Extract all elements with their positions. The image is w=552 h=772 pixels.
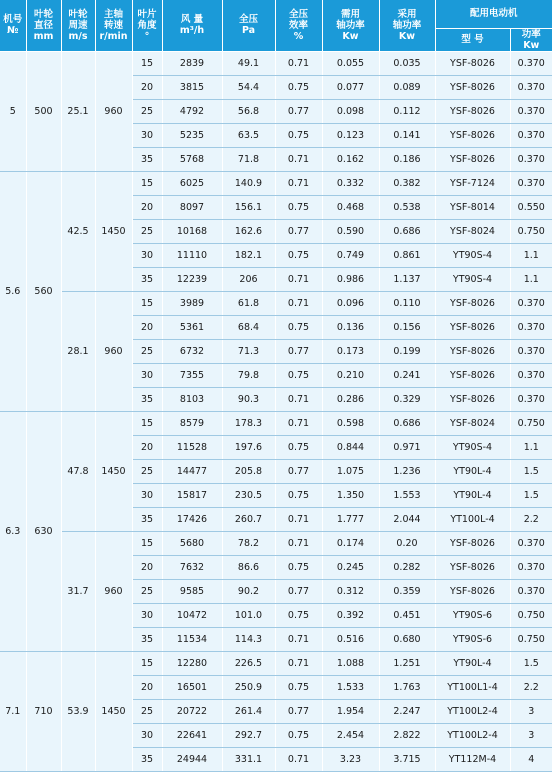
efficiency-cell: 0.75 — [275, 195, 322, 219]
used-power-cell: 0.141 — [379, 123, 435, 147]
airflow-cell: 3989 — [162, 291, 222, 315]
motor-power-cell: 3 — [510, 723, 552, 747]
blade-angle-cell: 25 — [132, 579, 162, 603]
required-power-cell: 0.162 — [322, 147, 379, 171]
tip-speed-cell: 53.9 — [61, 651, 95, 771]
required-power-cell: 0.077 — [322, 75, 379, 99]
airflow-cell: 22641 — [162, 723, 222, 747]
motor-power-cell: 2.2 — [510, 507, 552, 531]
motor-model-cell: YSF-8014 — [435, 195, 510, 219]
motor-model-cell: YT90L-4 — [435, 483, 510, 507]
airflow-cell: 8103 — [162, 387, 222, 411]
blade-angle-cell: 35 — [132, 267, 162, 291]
blade-angle-cell: 30 — [132, 483, 162, 507]
used-power-cell: 0.110 — [379, 291, 435, 315]
motor-power-cell: 0.370 — [510, 531, 552, 555]
diameter-cell: 630 — [26, 411, 61, 651]
efficiency-cell: 0.71 — [275, 147, 322, 171]
required-power-cell: 1.350 — [322, 483, 379, 507]
spindle-speed-cell: 1450 — [95, 411, 132, 531]
blade-angle-cell: 15 — [132, 171, 162, 195]
machine-no-cell: 5 — [0, 51, 26, 171]
table-row — [0, 171, 552, 195]
efficiency-cell: 0.75 — [275, 483, 322, 507]
efficiency-cell: 0.71 — [275, 627, 322, 651]
required-power-cell: 0.590 — [322, 219, 379, 243]
motor-power-cell: 1.1 — [510, 267, 552, 291]
efficiency-cell: 0.77 — [275, 699, 322, 723]
blade-angle-cell: 30 — [132, 603, 162, 627]
blade-angle-cell: 20 — [132, 195, 162, 219]
motor-power-cell: 0.370 — [510, 315, 552, 339]
motor-power-cell: 0.550 — [510, 195, 552, 219]
efficiency-cell: 0.71 — [275, 51, 322, 75]
motor-model-cell: YT100L2-4 — [435, 723, 510, 747]
required-power-cell: 0.123 — [322, 123, 379, 147]
motor-model-cell: YT100L1-4 — [435, 675, 510, 699]
pressure-cell: 61.8 — [222, 291, 275, 315]
blade-angle-cell: 20 — [132, 675, 162, 699]
diameter-cell: 560 — [26, 171, 61, 411]
airflow-cell: 10472 — [162, 603, 222, 627]
header-efficiency: 全压 效率 % — [275, 0, 322, 51]
efficiency-cell: 0.75 — [275, 435, 322, 459]
airflow-cell: 8097 — [162, 195, 222, 219]
used-power-cell: 0.538 — [379, 195, 435, 219]
motor-power-cell: 0.370 — [510, 555, 552, 579]
diameter-cell: 500 — [26, 51, 61, 171]
efficiency-cell: 0.75 — [275, 723, 322, 747]
airflow-cell: 5361 — [162, 315, 222, 339]
airflow-cell: 20722 — [162, 699, 222, 723]
blade-angle-cell: 35 — [132, 147, 162, 171]
motor-model-cell: YT90L-4 — [435, 459, 510, 483]
motor-model-cell: YSF-8026 — [435, 579, 510, 603]
pressure-cell: 226.5 — [222, 651, 275, 675]
pressure-cell: 68.4 — [222, 315, 275, 339]
motor-power-cell: 0.370 — [510, 147, 552, 171]
motor-power-cell: 0.750 — [510, 411, 552, 435]
used-power-cell: 0.112 — [379, 99, 435, 123]
tip-speed-cell: 42.5 — [61, 171, 95, 291]
efficiency-cell: 0.77 — [275, 459, 322, 483]
used-power-cell: 1.236 — [379, 459, 435, 483]
airflow-cell: 9585 — [162, 579, 222, 603]
blade-angle-cell: 25 — [132, 459, 162, 483]
airflow-cell: 15817 — [162, 483, 222, 507]
pressure-cell: 79.8 — [222, 363, 275, 387]
blade-angle-cell: 20 — [132, 75, 162, 99]
airflow-cell: 14477 — [162, 459, 222, 483]
spindle-speed-cell: 960 — [95, 51, 132, 171]
motor-power-cell: 3 — [510, 699, 552, 723]
motor-model-cell: YSF-8026 — [435, 387, 510, 411]
blade-angle-cell: 15 — [132, 651, 162, 675]
motor-model-cell: YSF-8026 — [435, 123, 510, 147]
used-power-cell: 0.035 — [379, 51, 435, 75]
blade-angle-cell: 25 — [132, 699, 162, 723]
blade-angle-cell: 30 — [132, 723, 162, 747]
efficiency-cell: 0.75 — [275, 363, 322, 387]
header-total-pressure: 全压 Pa — [222, 0, 275, 51]
used-power-cell: 0.382 — [379, 171, 435, 195]
header-machine-no: 机号 № — [0, 0, 26, 51]
efficiency-cell: 0.71 — [275, 747, 322, 771]
header-spindle-speed: 主轴 转速 r/min — [95, 0, 132, 51]
required-power-cell: 0.210 — [322, 363, 379, 387]
header-impeller-diameter: 叶轮 直径 mm — [26, 0, 61, 51]
motor-model-cell: YSF-8026 — [435, 315, 510, 339]
pressure-cell: 206 — [222, 267, 275, 291]
blade-angle-cell: 35 — [132, 387, 162, 411]
blade-angle-cell: 35 — [132, 627, 162, 651]
blade-angle-cell: 35 — [132, 507, 162, 531]
airflow-cell: 5768 — [162, 147, 222, 171]
pressure-cell: 260.7 — [222, 507, 275, 531]
blade-angle-cell: 20 — [132, 435, 162, 459]
required-power-cell: 0.749 — [322, 243, 379, 267]
used-power-cell: 0.241 — [379, 363, 435, 387]
blade-angle-cell: 15 — [132, 411, 162, 435]
efficiency-cell: 0.75 — [275, 603, 322, 627]
motor-model-cell: YT100L2-4 — [435, 699, 510, 723]
required-power-cell: 0.312 — [322, 579, 379, 603]
efficiency-cell: 0.75 — [275, 243, 322, 267]
required-power-cell: 0.286 — [322, 387, 379, 411]
motor-model-cell: YSF-8026 — [435, 531, 510, 555]
header-motor-group: 配用电动机 — [435, 0, 552, 28]
required-power-cell: 0.392 — [322, 603, 379, 627]
used-power-cell: 2.247 — [379, 699, 435, 723]
motor-model-cell: YT90S-4 — [435, 267, 510, 291]
header-required-power: 需用 轴功率 Kw — [322, 0, 379, 51]
header-tip-speed: 叶轮 周速 m/s — [61, 0, 95, 51]
pressure-cell: 205.8 — [222, 459, 275, 483]
table-body — [0, 51, 552, 771]
motor-model-cell: YT112M-4 — [435, 747, 510, 771]
pressure-cell: 292.7 — [222, 723, 275, 747]
efficiency-cell: 0.75 — [275, 75, 322, 99]
table-row — [0, 291, 552, 315]
pressure-cell: 250.9 — [222, 675, 275, 699]
blade-angle-cell: 30 — [132, 123, 162, 147]
airflow-cell: 12239 — [162, 267, 222, 291]
header-used-power: 采用 轴功率 Kw — [379, 0, 435, 51]
motor-model-cell: YSF-8026 — [435, 147, 510, 171]
pressure-cell: 90.3 — [222, 387, 275, 411]
efficiency-cell: 0.75 — [275, 675, 322, 699]
motor-power-cell: 1.5 — [510, 651, 552, 675]
motor-power-cell: 0.370 — [510, 291, 552, 315]
required-power-cell: 1.954 — [322, 699, 379, 723]
pressure-cell: 178.3 — [222, 411, 275, 435]
blade-angle-cell: 25 — [132, 99, 162, 123]
machine-no-cell: 5.6 — [0, 171, 26, 411]
required-power-cell: 0.245 — [322, 555, 379, 579]
efficiency-cell: 0.75 — [275, 315, 322, 339]
required-power-cell: 0.173 — [322, 339, 379, 363]
efficiency-cell: 0.75 — [275, 123, 322, 147]
pressure-cell: 63.5 — [222, 123, 275, 147]
efficiency-cell: 0.71 — [275, 531, 322, 555]
efficiency-cell: 0.71 — [275, 387, 322, 411]
used-power-cell: 0.282 — [379, 555, 435, 579]
motor-power-cell: 0.370 — [510, 339, 552, 363]
motor-model-cell: YT90S-6 — [435, 627, 510, 651]
required-power-cell: 0.136 — [322, 315, 379, 339]
used-power-cell: 1.137 — [379, 267, 435, 291]
tip-speed-cell: 25.1 — [61, 51, 95, 171]
pressure-cell: 182.1 — [222, 243, 275, 267]
used-power-cell: 2.044 — [379, 507, 435, 531]
efficiency-cell: 0.75 — [275, 555, 322, 579]
airflow-cell: 7355 — [162, 363, 222, 387]
airflow-cell: 8579 — [162, 411, 222, 435]
blade-angle-cell: 25 — [132, 219, 162, 243]
pressure-cell: 331.1 — [222, 747, 275, 771]
efficiency-cell: 0.71 — [275, 411, 322, 435]
required-power-cell: 0.986 — [322, 267, 379, 291]
pressure-cell: 54.4 — [222, 75, 275, 99]
motor-power-cell: 0.750 — [510, 627, 552, 651]
pressure-cell: 197.6 — [222, 435, 275, 459]
required-power-cell: 1.088 — [322, 651, 379, 675]
motor-power-cell: 0.370 — [510, 579, 552, 603]
table-row — [0, 531, 552, 555]
motor-power-cell: 0.750 — [510, 603, 552, 627]
tip-speed-cell: 28.1 — [61, 291, 95, 411]
efficiency-cell: 0.71 — [275, 651, 322, 675]
motor-model-cell: YSF-8026 — [435, 99, 510, 123]
efficiency-cell: 0.71 — [275, 291, 322, 315]
efficiency-cell: 0.77 — [275, 219, 322, 243]
airflow-cell: 11534 — [162, 627, 222, 651]
efficiency-cell: 0.77 — [275, 99, 322, 123]
used-power-cell: 0.199 — [379, 339, 435, 363]
used-power-cell: 0.20 — [379, 531, 435, 555]
airflow-cell: 12280 — [162, 651, 222, 675]
spindle-speed-cell: 1450 — [95, 171, 132, 291]
motor-model-cell: YT90L-4 — [435, 651, 510, 675]
airflow-cell: 11110 — [162, 243, 222, 267]
required-power-cell: 3.23 — [322, 747, 379, 771]
pressure-cell: 162.6 — [222, 219, 275, 243]
pressure-cell: 71.3 — [222, 339, 275, 363]
motor-power-cell: 0.370 — [510, 51, 552, 75]
blade-angle-cell: 15 — [132, 291, 162, 315]
airflow-cell: 17426 — [162, 507, 222, 531]
airflow-cell: 11528 — [162, 435, 222, 459]
table-row — [0, 411, 552, 435]
motor-power-cell: 1.1 — [510, 435, 552, 459]
motor-model-cell: YSF-8026 — [435, 339, 510, 363]
used-power-cell: 0.686 — [379, 411, 435, 435]
motor-power-cell: 0.370 — [510, 123, 552, 147]
table-header — [0, 0, 552, 51]
pressure-cell: 261.4 — [222, 699, 275, 723]
spindle-speed-cell: 1450 — [95, 651, 132, 771]
used-power-cell: 0.186 — [379, 147, 435, 171]
airflow-cell: 2839 — [162, 51, 222, 75]
tip-speed-cell: 47.8 — [61, 411, 95, 531]
motor-model-cell: YSF-8026 — [435, 555, 510, 579]
motor-model-cell: YT90S-6 — [435, 603, 510, 627]
motor-model-cell: YSF-8026 — [435, 75, 510, 99]
pressure-cell: 56.8 — [222, 99, 275, 123]
required-power-cell: 1.533 — [322, 675, 379, 699]
used-power-cell: 1.553 — [379, 483, 435, 507]
motor-power-cell: 0.370 — [510, 75, 552, 99]
used-power-cell: 0.359 — [379, 579, 435, 603]
required-power-cell: 0.096 — [322, 291, 379, 315]
motor-power-cell: 0.370 — [510, 99, 552, 123]
machine-no-cell: 6.3 — [0, 411, 26, 651]
pressure-cell: 114.3 — [222, 627, 275, 651]
header-airflow: 风 量 m³/h — [162, 0, 222, 51]
required-power-cell: 1.075 — [322, 459, 379, 483]
motor-power-cell: 0.370 — [510, 171, 552, 195]
motor-power-cell: 1.5 — [510, 459, 552, 483]
used-power-cell: 0.971 — [379, 435, 435, 459]
required-power-cell: 0.516 — [322, 627, 379, 651]
efficiency-cell: 0.71 — [275, 267, 322, 291]
airflow-cell: 24944 — [162, 747, 222, 771]
airflow-cell: 4792 — [162, 99, 222, 123]
used-power-cell: 0.089 — [379, 75, 435, 99]
tip-speed-cell: 31.7 — [61, 531, 95, 651]
airflow-cell: 5680 — [162, 531, 222, 555]
spindle-speed-cell: 960 — [95, 291, 132, 411]
required-power-cell: 2.454 — [322, 723, 379, 747]
pressure-cell: 230.5 — [222, 483, 275, 507]
blade-angle-cell: 25 — [132, 339, 162, 363]
efficiency-cell: 0.77 — [275, 579, 322, 603]
pressure-cell: 101.0 — [222, 603, 275, 627]
pressure-cell: 86.6 — [222, 555, 275, 579]
header-motor-model: 型 号 — [435, 28, 510, 51]
efficiency-cell: 0.71 — [275, 171, 322, 195]
motor-power-cell: 0.370 — [510, 363, 552, 387]
motor-power-cell: 1.5 — [510, 483, 552, 507]
required-power-cell: 0.174 — [322, 531, 379, 555]
diameter-cell: 710 — [26, 651, 61, 771]
airflow-cell: 6025 — [162, 171, 222, 195]
used-power-cell: 0.329 — [379, 387, 435, 411]
efficiency-cell: 0.71 — [275, 507, 322, 531]
motor-model-cell: YT90S-4 — [435, 435, 510, 459]
used-power-cell: 0.156 — [379, 315, 435, 339]
motor-model-cell: YSF-8026 — [435, 51, 510, 75]
used-power-cell: 2.822 — [379, 723, 435, 747]
pressure-cell: 71.8 — [222, 147, 275, 171]
required-power-cell: 1.777 — [322, 507, 379, 531]
pressure-cell: 49.1 — [222, 51, 275, 75]
header-blade-angle: 叶片 角度 ° — [132, 0, 162, 51]
table-row — [0, 651, 552, 675]
blade-angle-cell: 15 — [132, 531, 162, 555]
used-power-cell: 0.861 — [379, 243, 435, 267]
motor-model-cell: YSF-8024 — [435, 411, 510, 435]
airflow-cell: 5235 — [162, 123, 222, 147]
required-power-cell: 0.098 — [322, 99, 379, 123]
motor-model-cell: YSF-8026 — [435, 291, 510, 315]
used-power-cell: 0.686 — [379, 219, 435, 243]
blade-angle-cell: 30 — [132, 363, 162, 387]
header-motor-power: 功率 Kw — [510, 28, 552, 51]
spindle-speed-cell: 960 — [95, 531, 132, 651]
motor-power-cell: 0.750 — [510, 219, 552, 243]
required-power-cell: 0.598 — [322, 411, 379, 435]
airflow-cell: 3815 — [162, 75, 222, 99]
motor-power-cell: 0.370 — [510, 387, 552, 411]
motor-power-cell: 2.2 — [510, 675, 552, 699]
required-power-cell: 0.844 — [322, 435, 379, 459]
used-power-cell: 1.251 — [379, 651, 435, 675]
pressure-cell: 90.2 — [222, 579, 275, 603]
airflow-cell: 6732 — [162, 339, 222, 363]
airflow-cell: 10168 — [162, 219, 222, 243]
used-power-cell: 1.763 — [379, 675, 435, 699]
motor-model-cell: YT100L-4 — [435, 507, 510, 531]
required-power-cell: 0.468 — [322, 195, 379, 219]
used-power-cell: 0.680 — [379, 627, 435, 651]
efficiency-cell: 0.77 — [275, 339, 322, 363]
machine-no-cell: 7.1 — [0, 651, 26, 771]
blade-angle-cell: 20 — [132, 315, 162, 339]
motor-model-cell: YSF-7124 — [435, 171, 510, 195]
required-power-cell: 0.332 — [322, 171, 379, 195]
motor-power-cell: 4 — [510, 747, 552, 771]
blade-angle-cell: 20 — [132, 555, 162, 579]
motor-model-cell: YSF-8026 — [435, 363, 510, 387]
pressure-cell: 78.2 — [222, 531, 275, 555]
airflow-cell: 16501 — [162, 675, 222, 699]
blade-angle-cell: 15 — [132, 51, 162, 75]
blade-angle-cell: 35 — [132, 747, 162, 771]
pressure-cell: 156.1 — [222, 195, 275, 219]
required-power-cell: 0.055 — [322, 51, 379, 75]
used-power-cell: 0.451 — [379, 603, 435, 627]
motor-model-cell: YT90S-4 — [435, 243, 510, 267]
table-row — [0, 51, 552, 75]
motor-model-cell: YSF-8024 — [435, 219, 510, 243]
motor-power-cell: 1.1 — [510, 243, 552, 267]
airflow-cell: 7632 — [162, 555, 222, 579]
pressure-cell: 140.9 — [222, 171, 275, 195]
blade-angle-cell: 30 — [132, 243, 162, 267]
used-power-cell: 3.715 — [379, 747, 435, 771]
